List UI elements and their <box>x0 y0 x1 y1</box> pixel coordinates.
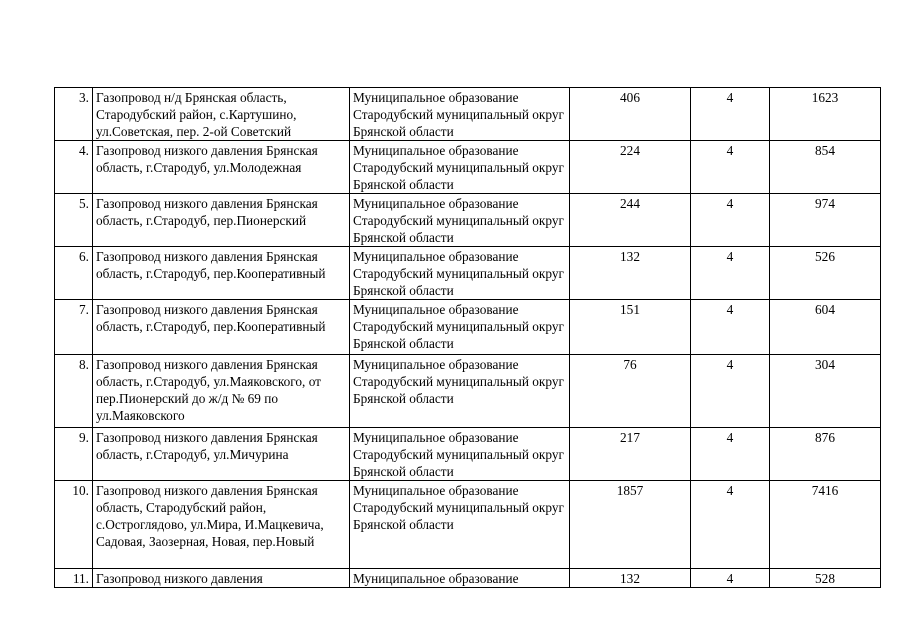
table-row <box>55 141 881 194</box>
owner-name: Муниципальное образование <box>350 569 570 588</box>
category-value: 4 <box>691 141 770 194</box>
category-value: 4 <box>691 569 770 588</box>
row-number: 8. <box>55 355 93 428</box>
object-description: Газопровод низкого давления Брянская область, г.Стародуб, ул.Молодежная <box>93 141 350 194</box>
table-row <box>55 88 881 141</box>
owner-name: Муниципальное образование Стародубский муниципальный округ Брянской области <box>350 428 570 481</box>
total-value: 854 <box>770 141 881 194</box>
gas-pipeline-table <box>54 87 881 588</box>
total-value: 974 <box>770 194 881 247</box>
category-value: 4 <box>691 355 770 428</box>
table-row <box>55 247 881 300</box>
table-row <box>55 355 881 428</box>
total-value: 526 <box>770 247 881 300</box>
pipeline-length: 244 <box>570 194 691 247</box>
row-number: 4. <box>55 141 93 194</box>
total-value: 7416 <box>770 481 881 569</box>
object-description: Газопровод низкого давления <box>93 569 350 588</box>
category-value: 4 <box>691 300 770 355</box>
owner-name: Муниципальное образование Стародубский муниципальный округ Брянской области <box>350 300 570 355</box>
category-value: 4 <box>691 481 770 569</box>
table-row <box>55 481 881 569</box>
pipeline-length: 1857 <box>570 481 691 569</box>
category-value: 4 <box>691 247 770 300</box>
object-description: Газопровод низкого давления Брянская область, г.Стародуб, ул.Мичурина <box>93 428 350 481</box>
pipeline-length: 217 <box>570 428 691 481</box>
owner-name: Муниципальное образование Стародубский муниципальный округ Брянской области <box>350 355 570 428</box>
row-number: 7. <box>55 300 93 355</box>
total-value: 1623 <box>770 88 881 141</box>
object-description: Газопровод низкого давления Брянская область, г.Стародуб, пер.Кооперативный <box>93 300 350 355</box>
pipeline-length: 406 <box>570 88 691 141</box>
pipeline-length: 132 <box>570 569 691 588</box>
pipeline-length: 151 <box>570 300 691 355</box>
table-row <box>55 194 881 247</box>
category-value: 4 <box>691 194 770 247</box>
row-number: 10. <box>55 481 93 569</box>
table-row <box>55 569 881 588</box>
pipeline-length: 132 <box>570 247 691 300</box>
table-row <box>55 428 881 481</box>
total-value: 304 <box>770 355 881 428</box>
owner-name: Муниципальное образование Стародубский муниципальный округ Брянской области <box>350 481 570 569</box>
object-description: Газопровод низкого давления Брянская область, Стародубский район, с.Остроглядово, ул.Мира, И.Мацкевича, Садовая, Заозерная, Новая, пер.Новый <box>93 481 350 569</box>
object-description: Газопровод низкого давления Брянская область, г.Стародуб, пер.Пионерский <box>93 194 350 247</box>
owner-name: Муниципальное образование Стародубский муниципальный округ Брянской области <box>350 141 570 194</box>
category-value: 4 <box>691 88 770 141</box>
pipeline-length: 224 <box>570 141 691 194</box>
object-description: Газопровод низкого давления Брянская область, г.Стародуб, ул.Маяковского, от пер.Пионерский до ж/д № 69 по ул.Маяковского <box>93 355 350 428</box>
category-value: 4 <box>691 428 770 481</box>
row-number: 9. <box>55 428 93 481</box>
total-value: 528 <box>770 569 881 588</box>
row-number: 11. <box>55 569 93 588</box>
owner-name: Муниципальное образование Стародубский муниципальный округ Брянской области <box>350 88 570 141</box>
row-number: 5. <box>55 194 93 247</box>
object-description: Газопровод низкого давления Брянская область, г.Стародуб, пер.Кооперативный <box>93 247 350 300</box>
object-description: Газопровод н/д Брянская область, Стародубский район, с.Картушино, ул.Советская, пер. 2-ой Советский <box>93 88 350 141</box>
total-value: 604 <box>770 300 881 355</box>
row-number: 6. <box>55 247 93 300</box>
owner-name: Муниципальное образование Стародубский муниципальный округ Брянской области <box>350 247 570 300</box>
total-value: 876 <box>770 428 881 481</box>
table-row <box>55 300 881 355</box>
row-number: 3. <box>55 88 93 141</box>
owner-name: Муниципальное образование Стародубский муниципальный округ Брянской области <box>350 194 570 247</box>
pipeline-length: 76 <box>570 355 691 428</box>
